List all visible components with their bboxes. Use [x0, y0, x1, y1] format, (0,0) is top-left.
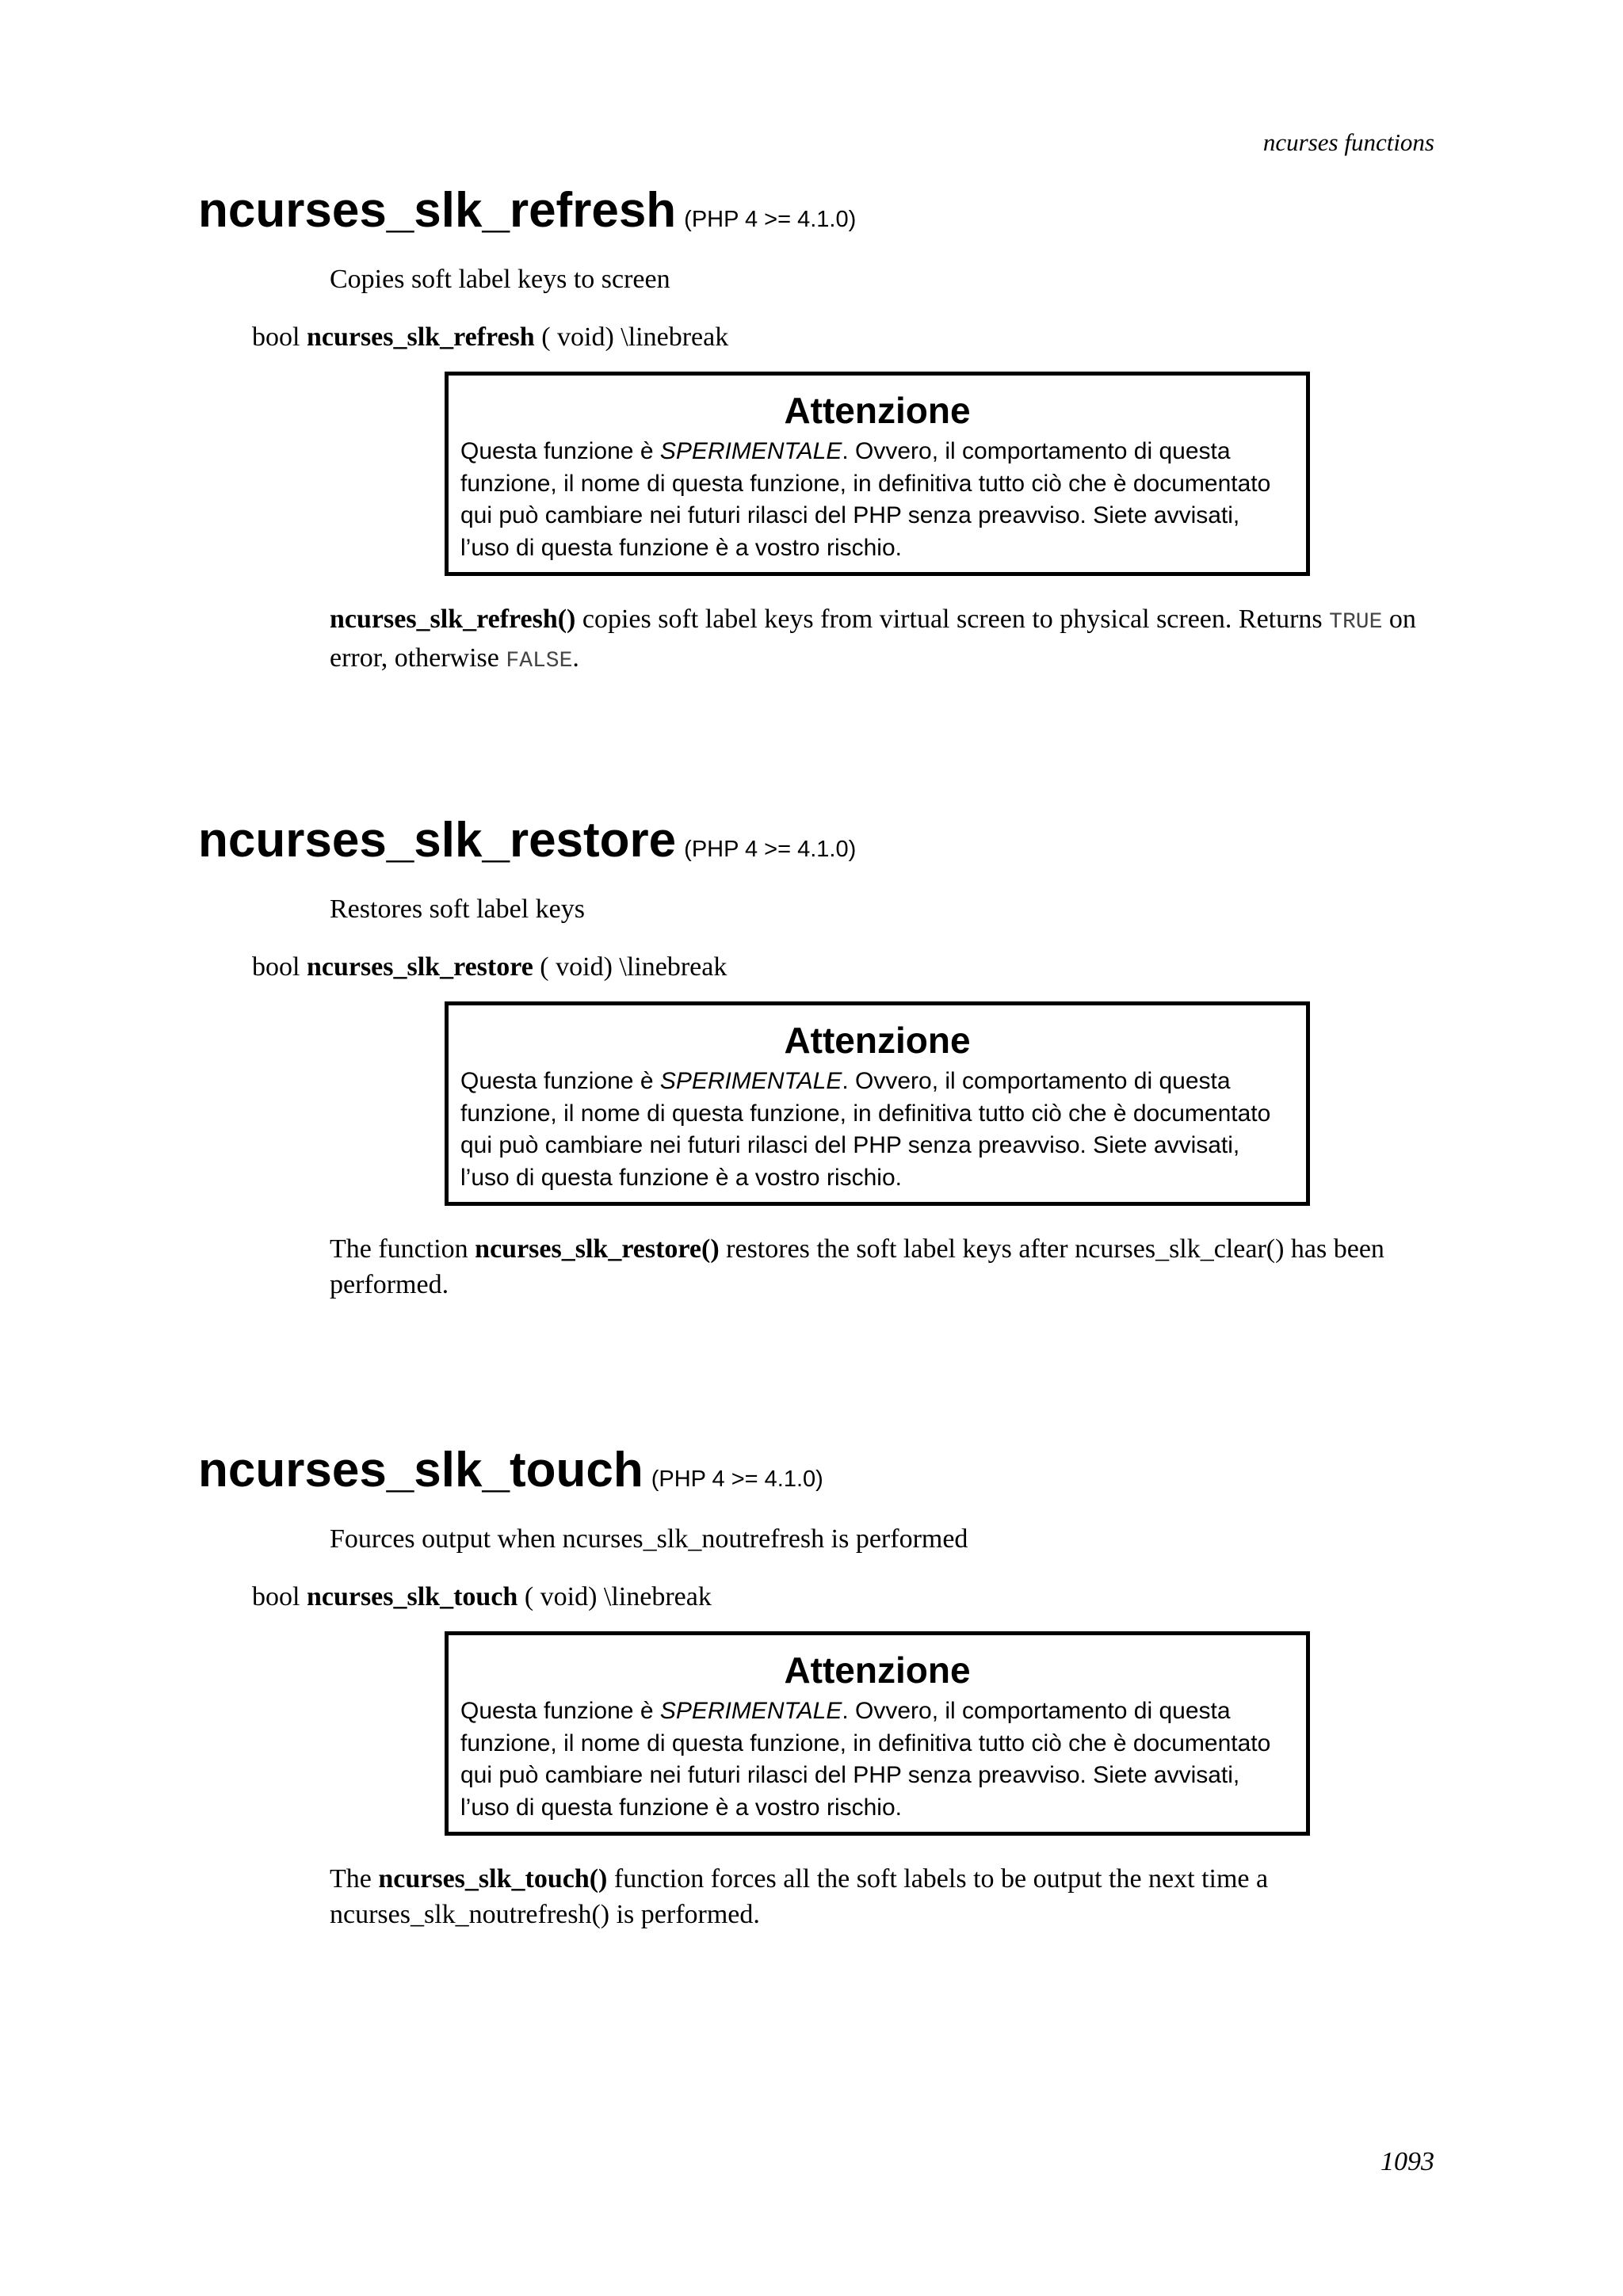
warning-line2: funzione, il nome di questa funzione, in definitiva tutto ciò che è documentato	[460, 1730, 1271, 1756]
code-literal: FALSE	[506, 649, 573, 673]
warning-box	[445, 372, 1310, 576]
warning-line1-end: . Ovvero, il comportamento di questa	[842, 438, 1231, 464]
warning-text	[460, 436, 1306, 564]
warning-text	[460, 1066, 1306, 1194]
return-type: bool	[252, 322, 300, 352]
description-text: copies soft label keys from virtual screen to physical screen. Returns	[575, 605, 1330, 634]
function-description	[330, 601, 1423, 679]
description-function-name: ncurses_slk_touch()	[378, 1864, 608, 1894]
function-version: (PHP 4 >= 4.1.0)	[651, 1466, 823, 1492]
warning-emphasis: SPERIMENTALE	[659, 438, 842, 464]
warning-line4: l’uso di questa funzione è a vostro rischio.	[460, 534, 902, 561]
warning-emphasis: SPERIMENTALE	[659, 1068, 842, 1094]
description-text: on error, otherwise	[330, 605, 1416, 673]
function-version: (PHP 4 >= 4.1.0)	[684, 837, 857, 862]
function-synopsis	[252, 1582, 712, 1612]
synopsis-function-name: ncurses_slk_restore	[306, 952, 533, 982]
warning-line1-start: Questa funzione è	[460, 438, 660, 464]
synopsis-params: ( void) \linebreak	[524, 1582, 712, 1611]
warning-line2: funzione, il nome di questa funzione, in definitiva tutto ciò che è documentato	[460, 470, 1271, 497]
warning-line2: funzione, il nome di questa funzione, in definitiva tutto ciò che è documentato	[460, 1100, 1271, 1127]
function-description	[330, 1231, 1423, 1302]
warning-box	[445, 1631, 1310, 1836]
return-type: bool	[252, 1582, 300, 1611]
warning-line4: l’uso di questa funzione è a vostro rischio.	[460, 1794, 902, 1821]
running-header: ncurses functions	[1262, 128, 1434, 156]
function-name: ncurses_slk_restore	[198, 813, 677, 868]
warning-line1-start: Questa funzione è	[460, 1068, 660, 1094]
warning-line3: qui può cambiare nei futuri rilasci del PHP senza preavviso. Siete avvisati,	[460, 502, 1240, 528]
warning-box	[445, 1001, 1310, 1206]
function-title	[198, 812, 856, 868]
warning-title: Attenzione	[784, 390, 971, 431]
function-synopsis	[252, 322, 728, 353]
warning-line1-end: . Ovvero, il comportamento di questa	[842, 1698, 1231, 1724]
warning-line1-end: . Ovvero, il comportamento di questa	[842, 1068, 1231, 1094]
function-version: (PHP 4 >= 4.1.0)	[684, 207, 857, 232]
warning-line4: l’uso di questa funzione è a vostro rischio.	[460, 1164, 902, 1191]
page-number: 1093	[1381, 2147, 1434, 2176]
description-function-name: ncurses_slk_restore()	[475, 1234, 720, 1264]
warning-title: Attenzione	[784, 1020, 971, 1061]
description-text: The function	[330, 1234, 475, 1264]
function-purpose: Copies soft label keys to screen	[330, 265, 670, 294]
warning-line3: qui può cambiare nei futuri rilasci del PHP senza preavviso. Siete avvisati,	[460, 1762, 1240, 1788]
description-text: The	[330, 1864, 379, 1894]
description-text: restores the soft label keys after ncurses_slk_clear() has been performed.	[330, 1234, 1384, 1299]
synopsis-function-name: ncurses_slk_refresh	[306, 322, 535, 352]
warning-title: Attenzione	[784, 1650, 971, 1691]
code-literal: TRUE	[1329, 610, 1383, 635]
warning-text	[460, 1695, 1306, 1824]
warning-line3: qui può cambiare nei futuri rilasci del PHP senza preavviso. Siete avvisati,	[460, 1132, 1240, 1158]
function-title	[198, 182, 856, 238]
function-description	[330, 1861, 1423, 1932]
function-name: ncurses_slk_refresh	[198, 183, 677, 238]
description-text: .	[572, 643, 579, 673]
function-title	[198, 1442, 823, 1498]
function-purpose: Restores soft label keys	[330, 894, 585, 924]
function-name: ncurses_slk_touch	[198, 1443, 643, 1497]
warning-emphasis: SPERIMENTALE	[659, 1698, 842, 1724]
synopsis-params: ( void) \linebreak	[540, 952, 727, 982]
function-purpose: Fources output when ncurses_slk_noutrefresh is performed	[330, 1524, 968, 1554]
synopsis-params: ( void) \linebreak	[541, 322, 729, 352]
return-type: bool	[252, 952, 300, 982]
function-synopsis	[252, 952, 727, 982]
description-function-name: ncurses_slk_refresh()	[330, 605, 576, 634]
synopsis-function-name: ncurses_slk_touch	[306, 1582, 518, 1611]
description-text: function forces all the soft labels to be output the next time a ncurses_slk_noutrefresh() is performed.	[330, 1864, 1269, 1929]
warning-line1-start: Questa funzione è	[460, 1698, 660, 1724]
